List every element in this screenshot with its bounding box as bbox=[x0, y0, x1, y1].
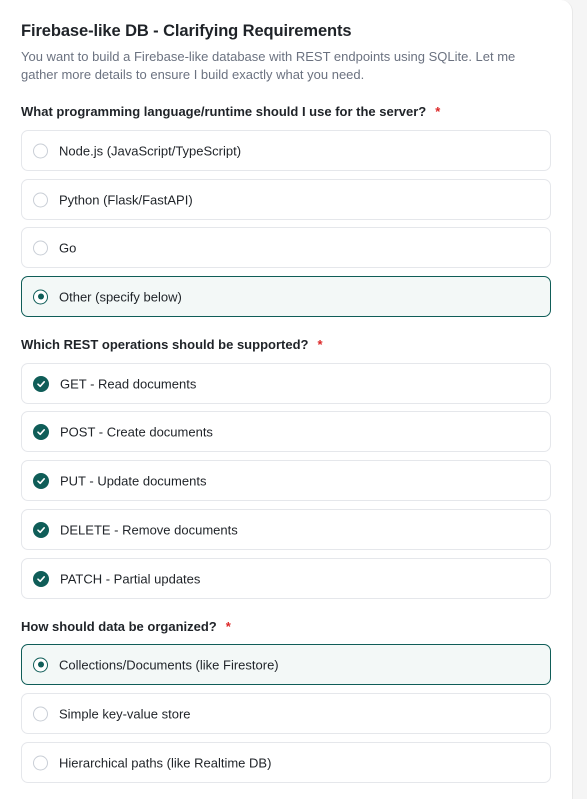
required-asterisk: * bbox=[317, 337, 323, 352]
question-label: What programming language/runtime should I use for the server? bbox=[21, 104, 427, 119]
option-label: GET - Read documents bbox=[60, 376, 197, 391]
form-title: Firebase-like DB - Clarifying Requirements bbox=[21, 22, 352, 40]
option-label: Simple key-value store bbox=[59, 706, 191, 721]
option-key-value[interactable] bbox=[21, 693, 551, 734]
option-collections-documents[interactable] bbox=[21, 644, 551, 685]
option-label: Other (specify below) bbox=[59, 289, 182, 304]
option-get[interactable] bbox=[21, 363, 551, 404]
question-label: Which REST operations should be supported? bbox=[21, 337, 309, 352]
radio-button[interactable] bbox=[33, 755, 48, 770]
option-hierarchical-paths[interactable] bbox=[21, 742, 551, 783]
option-put[interactable] bbox=[21, 460, 551, 501]
checkmark-icon[interactable] bbox=[33, 473, 49, 489]
option-label: PATCH - Partial updates bbox=[60, 571, 201, 586]
checkmark-icon[interactable] bbox=[33, 376, 49, 392]
required-asterisk: * bbox=[225, 619, 231, 634]
option-patch[interactable] bbox=[21, 558, 551, 599]
option-label: Python (Flask/FastAPI) bbox=[59, 192, 193, 207]
option-label: Hierarchical paths (like Realtime DB) bbox=[59, 755, 272, 770]
required-asterisk: * bbox=[435, 104, 441, 119]
option-label: Go bbox=[59, 240, 77, 255]
option-label: Collections/Documents (like Firestore) bbox=[59, 657, 279, 672]
option-label: POST - Create documents bbox=[60, 424, 213, 439]
option-delete[interactable] bbox=[21, 509, 551, 550]
radio-button[interactable] bbox=[33, 240, 48, 255]
question-label: How should data be organized? bbox=[21, 619, 217, 634]
option-nodejs[interactable] bbox=[21, 130, 551, 171]
checkmark-icon[interactable] bbox=[33, 522, 49, 538]
question-data-organization bbox=[21, 619, 231, 634]
question-runtime bbox=[21, 104, 440, 119]
option-python[interactable] bbox=[21, 179, 551, 220]
option-post[interactable] bbox=[21, 411, 551, 452]
option-label: PUT - Update documents bbox=[60, 473, 207, 488]
checkmark-icon[interactable] bbox=[33, 424, 49, 440]
option-label: DELETE - Remove documents bbox=[60, 522, 238, 537]
form-description: You want to build a Firebase-like database with REST endpoints using SQLite. Let me gather more details to ensure I build exactly what you need. bbox=[21, 49, 516, 82]
radio-button[interactable] bbox=[33, 706, 48, 721]
checkmark-icon[interactable] bbox=[33, 571, 49, 587]
question-rest-operations bbox=[21, 337, 323, 352]
radio-button[interactable] bbox=[33, 192, 48, 207]
option-go[interactable] bbox=[21, 227, 551, 268]
radio-button[interactable] bbox=[33, 143, 48, 158]
radio-button-selected[interactable] bbox=[33, 289, 48, 304]
option-label: Node.js (JavaScript/TypeScript) bbox=[59, 143, 242, 158]
radio-button-selected[interactable] bbox=[33, 657, 48, 672]
option-other[interactable] bbox=[21, 276, 551, 317]
